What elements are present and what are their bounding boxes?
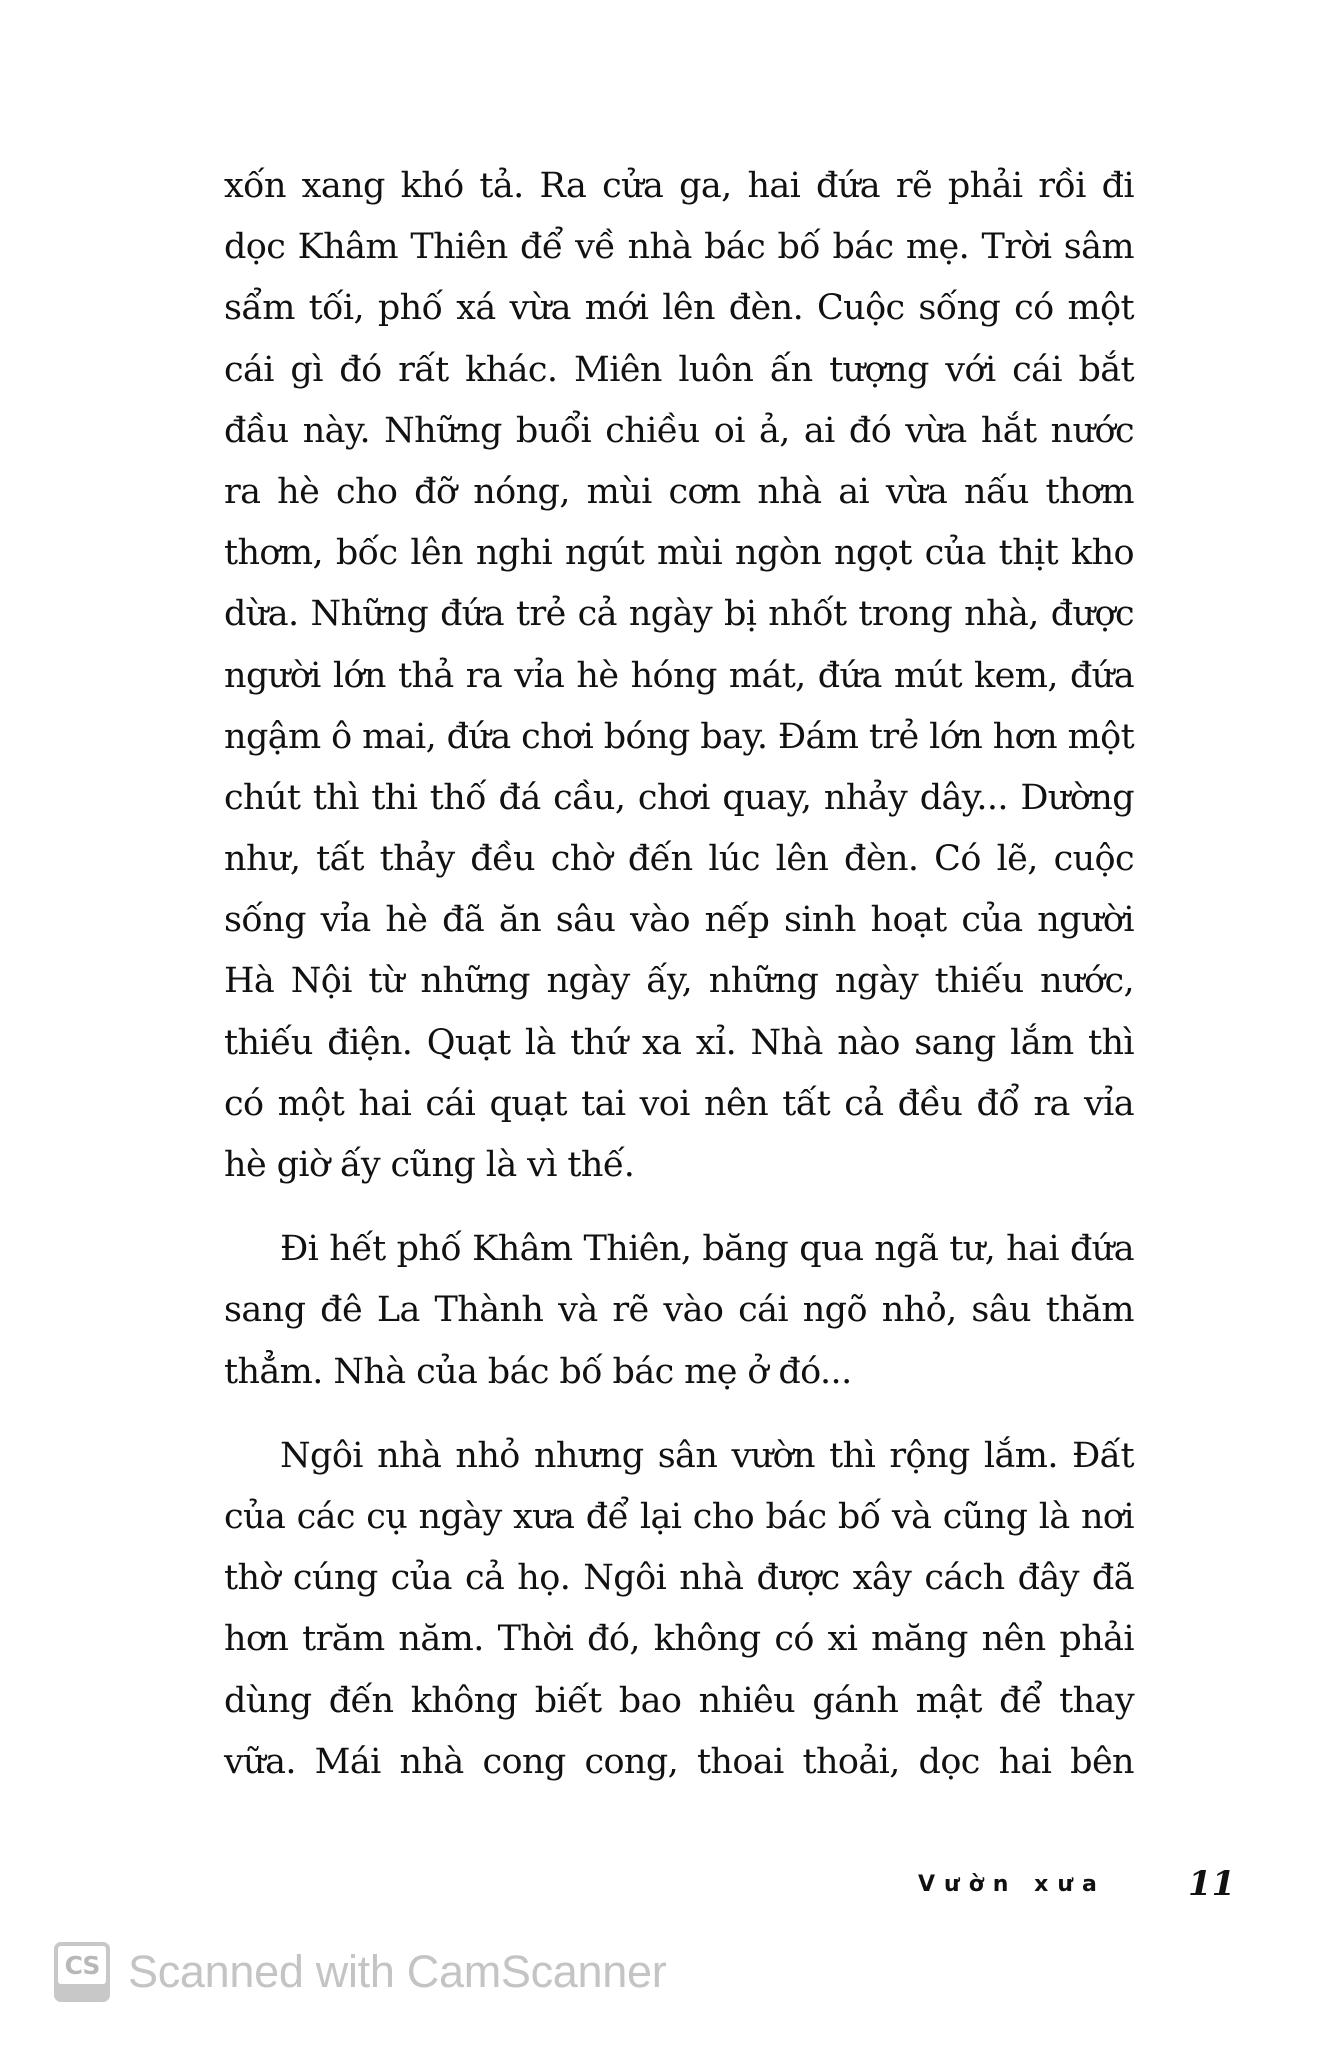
text-line: hè giờ ấy cũng là vì thế.	[224, 1145, 635, 1185]
text-line: của các cụ ngày xưa để lại cho bác bố và cũng là nơi	[224, 1496, 1134, 1537]
text-line: có một hai cái quạt tai voi nên tất cả đều đổ ra vỉa	[224, 1083, 1134, 1124]
camscanner-logo-text: CS	[58, 1946, 106, 1984]
text-line: hơn trăm năm. Thời đó, không có xi măng nên phải	[224, 1619, 1134, 1660]
watermark-text: Scanned with CamScanner	[128, 1946, 667, 1997]
text-line: như, tất thảy đều chờ đến lúc lên đèn. Có lẽ, cuộc	[224, 839, 1134, 880]
text-line: thờ cúng của cả họ. Ngôi nhà được xây cách đây đã	[224, 1558, 1134, 1599]
text-line: Hà Nội từ những ngày ấy, những ngày thiếu nước,	[224, 961, 1134, 1002]
text-line: ra hè cho đỡ nóng, mùi cơm nhà ai vừa nấu thơm	[224, 471, 1134, 512]
page-body	[224, 156, 1134, 1793]
page-number: 11	[1188, 1864, 1236, 1904]
text-line: sang đê La Thành và rẽ vào cái ngõ nhỏ, sâu thăm	[224, 1290, 1134, 1331]
text-line: đầu này. Những buổi chiều oi ả, ai đó vừa hắt nước	[224, 410, 1134, 451]
text-line: Ngôi nhà nhỏ nhưng sân vườn thì rộng lắm. Đất	[280, 1435, 1134, 1476]
text-line: Đi hết phố Khâm Thiên, băng qua ngã tư, hai đứa	[280, 1229, 1134, 1270]
paragraph-3	[224, 1426, 1134, 1793]
text-line: dùng đến không biết bao nhiêu gánh mật để thay	[224, 1680, 1134, 1721]
text-line: ngậm ô mai, đứa chơi bóng bay. Đám trẻ lớn hơn một	[224, 716, 1135, 757]
camscanner-watermark	[54, 1942, 666, 2002]
text-line: vữa. Mái nhà cong cong, thoai thoải, dọc hai bên	[224, 1741, 1134, 1782]
paragraph-2	[224, 1219, 1134, 1403]
camscanner-logo-icon	[54, 1942, 110, 2002]
text-line: xốn xang khó tả. Ra cửa ga, hai đứa rẽ phải rồi đi	[224, 166, 1134, 206]
text-line: sẩm tối, phố xá vừa mới lên đèn. Cuộc sống có một	[224, 288, 1134, 329]
running-title: Vườn xưa	[918, 1872, 1106, 1897]
paragraph-1	[224, 156, 1134, 1196]
paragraph-spacer	[224, 1196, 1134, 1219]
text-line: người lớn thả ra vỉa hè hóng mát, đứa mút kem, đứa	[224, 655, 1134, 696]
page-footer	[0, 1864, 1344, 1912]
text-line: dừa. Những đứa trẻ cả ngày bị nhốt trong nhà, được	[224, 594, 1134, 635]
text-line: dọc Khâm Thiên để về nhà bác bố bác mẹ. Trời sâm	[224, 227, 1134, 268]
text-line: thiếu điện. Quạt là thứ xa xỉ. Nhà nào sang lắm thì	[224, 1022, 1134, 1063]
text-line: thẳm. Nhà của bác bố bác mẹ ở đó...	[224, 1351, 852, 1392]
paragraph-spacer	[224, 1403, 1134, 1426]
text-line: chút thì thi thố đá cầu, chơi quay, nhảy dây... Dường	[224, 777, 1134, 818]
text-line: thơm, bốc lên nghi ngút mùi ngòn ngọt của thịt kho	[224, 533, 1134, 574]
text-line: sống vỉa hè đã ăn sâu vào nếp sinh hoạt của người	[224, 900, 1134, 941]
text-line: cái gì đó rất khác. Miên luôn ấn tượng với cái bắt	[224, 349, 1134, 390]
